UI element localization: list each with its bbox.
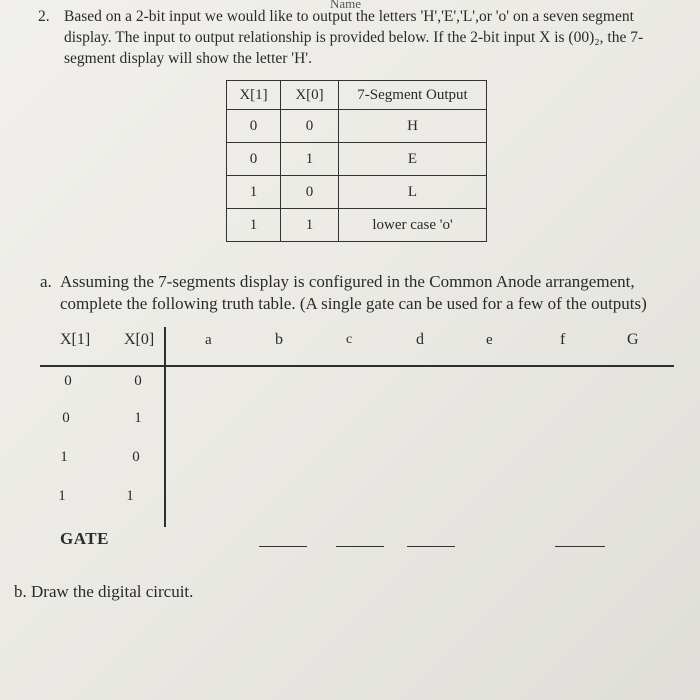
truth-cell: 0 — [64, 373, 72, 389]
truth-header-g: G — [627, 331, 639, 348]
io-table-header-row — [227, 81, 487, 110]
truth-cell: 0 — [134, 373, 142, 389]
io-cell: 1 — [227, 176, 281, 209]
truth-table-horizontal-rule — [40, 365, 674, 367]
gate-answer-blank — [407, 546, 455, 547]
io-cell: 0 — [281, 110, 339, 143]
part-a-text: Assuming the 7-segments display is configured in the Common Anode arrangement, complete the following truth table. (A single gate can be used for a few of the outputs) — [60, 272, 647, 313]
io-table-row — [227, 143, 487, 176]
io-cell: 1 — [281, 143, 339, 176]
name-header-fragment: Name — [330, 0, 362, 11]
truth-table-vertical-rule — [164, 327, 166, 527]
io-cell: L — [339, 176, 487, 209]
truth-cell: 1 — [58, 488, 66, 504]
truth-header-x0: X[0] — [124, 331, 155, 348]
truth-cell: 0 — [132, 449, 140, 465]
question-text: Based on a 2-bit input we would like to output the letters 'H','E','L',or 'o' on a seven segment display. The input to output relationship is provided below. If the 2-bit input X is (00)₂, the 7-segment display will show the letter 'H'. — [64, 8, 644, 67]
io-cell: 0 — [281, 176, 339, 209]
truth-header-d: d — [416, 331, 424, 348]
io-cell: lower case 'o' — [339, 209, 487, 242]
part-a-label: a. — [40, 272, 52, 291]
io-cell: 1 — [227, 209, 281, 242]
gate-answer-blank — [336, 546, 384, 547]
truth-cell: 1 — [134, 410, 142, 426]
io-cell: 1 — [281, 209, 339, 242]
io-header-x0: X[0] — [281, 81, 339, 110]
input-output-table — [226, 80, 487, 242]
io-cell: H — [339, 110, 487, 143]
part-b-text: b. Draw the digital circuit. — [14, 582, 194, 601]
io-header-x1: X[1] — [227, 81, 281, 110]
truth-header-x1: X[1] — [60, 331, 91, 348]
gate-answer-blank — [555, 546, 605, 547]
gate-label: GATE — [60, 529, 109, 548]
io-cell: 0 — [227, 110, 281, 143]
truth-cell: 0 — [62, 410, 70, 426]
io-table-row — [227, 209, 487, 242]
io-header-output: 7-Segment Output — [339, 81, 487, 110]
truth-header-e: e — [486, 332, 493, 348]
io-table-row — [227, 110, 487, 143]
truth-cell: 1 — [60, 449, 68, 465]
io-cell: 0 — [227, 143, 281, 176]
truth-header-f: f — [560, 331, 566, 348]
io-cell: E — [339, 143, 487, 176]
gate-answer-blank — [259, 546, 307, 547]
truth-header-b: b — [275, 331, 283, 348]
question-number: 2. — [38, 8, 50, 25]
io-table-row — [227, 176, 487, 209]
truth-header-a: a — [205, 332, 212, 348]
truth-header-c: c — [346, 332, 353, 347]
truth-cell: 1 — [126, 488, 134, 504]
